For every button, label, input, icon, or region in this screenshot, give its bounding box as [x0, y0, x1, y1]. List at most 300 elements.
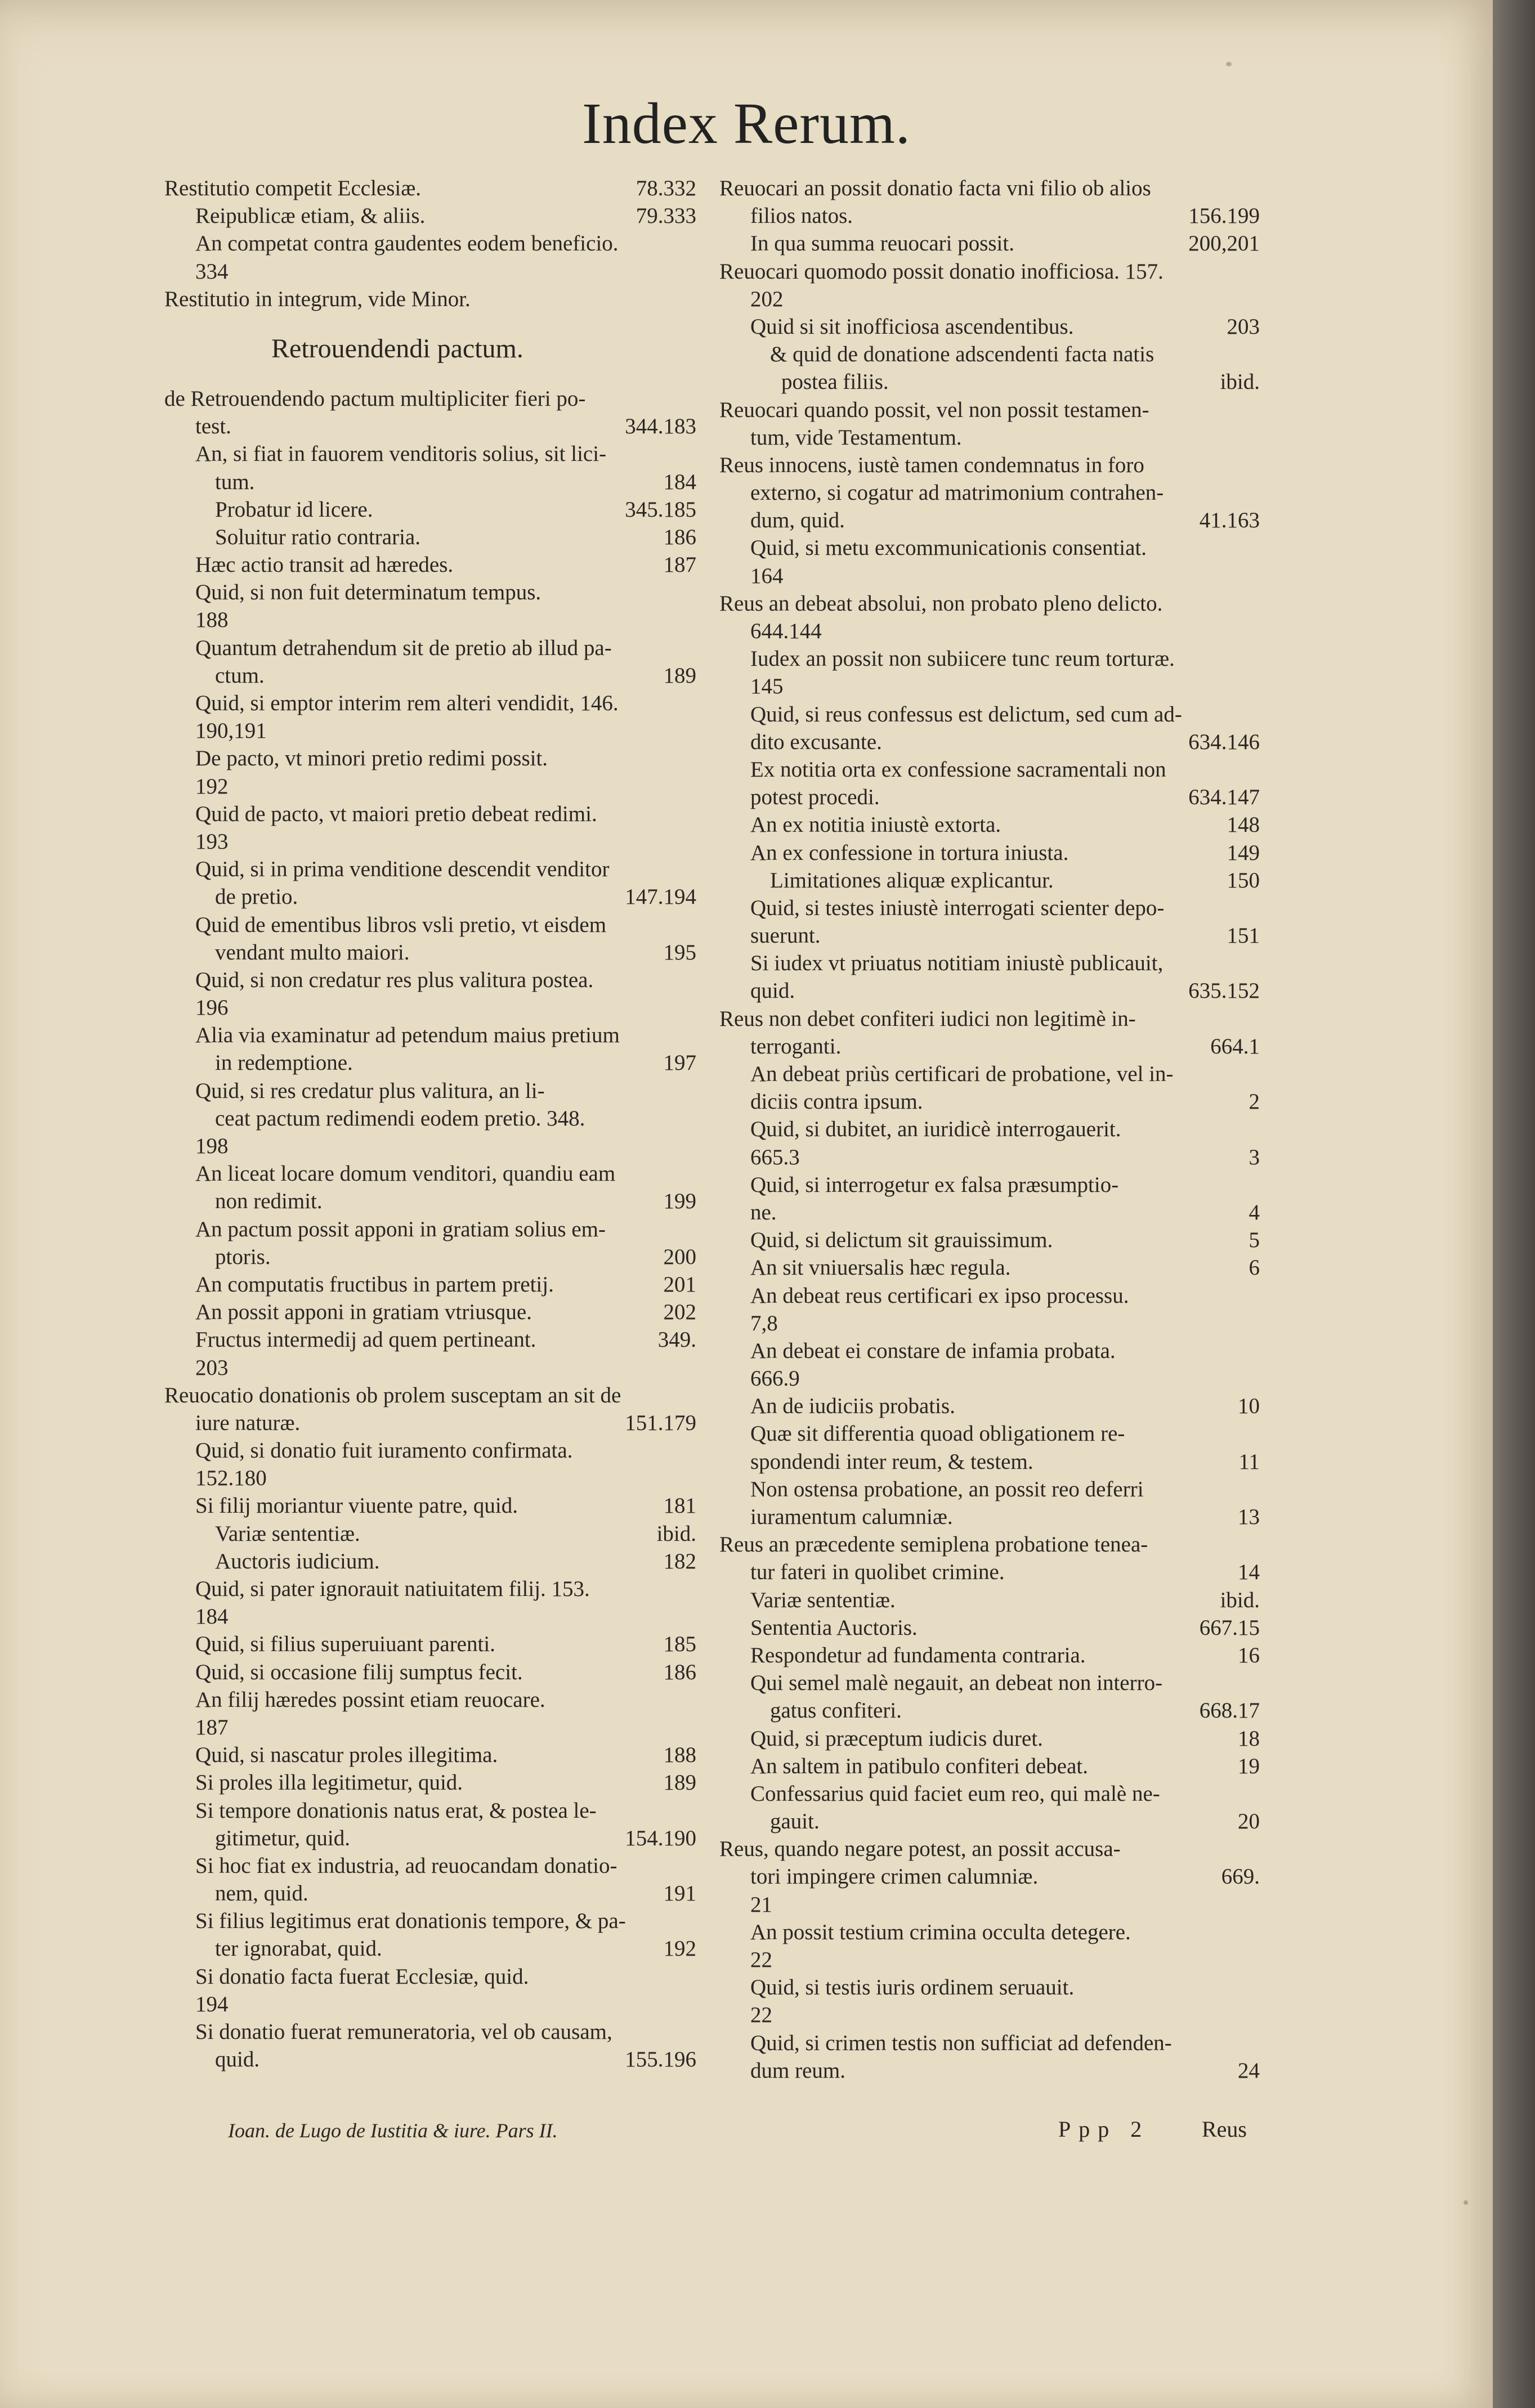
entry-text: An competat contra gaudentes eodem beneficio. — [195, 231, 619, 256]
index-entry — [164, 1990, 696, 2018]
index-entry — [164, 230, 696, 257]
entry-text: 334 — [195, 259, 229, 284]
entry-text: Hæc actio transit ad hæredes. — [195, 553, 454, 577]
entry-text: 188 — [195, 608, 229, 633]
index-entry — [164, 468, 696, 496]
index-entry — [719, 1310, 1260, 1337]
index-entry — [164, 1132, 696, 1160]
index-column-right — [719, 174, 1260, 2084]
index-entry — [164, 1963, 696, 1990]
entry-text: 7,8 — [750, 1311, 778, 1335]
paper-speck — [1464, 2200, 1468, 2205]
index-entry — [164, 496, 696, 523]
entry-text: Quid, si non credatur res plus valitura postea. — [195, 967, 594, 992]
entry-reference: 20 — [1238, 1809, 1260, 1834]
entry-reference: 4 — [1248, 1200, 1260, 1225]
entry-reference: ibid. — [1220, 1588, 1260, 1612]
entry-text: Quid, si nascatur proles illegitima. — [195, 1743, 498, 1768]
entry-text: Quid de ementibus libros vsli pretio, vt eisdem — [195, 912, 607, 937]
index-entry — [719, 174, 1260, 202]
entry-text: Quid, si interrogetur ex falsa præsumptio- — [750, 1172, 1119, 1197]
entry-text: 184 — [195, 1604, 229, 1629]
entry-text: Quid si sit inofficiosa ascendentibus. — [750, 314, 1074, 339]
index-entry — [719, 590, 1260, 617]
entry-text: Auctoris iudicium. — [215, 1549, 380, 1573]
index-column-left — [164, 174, 696, 2073]
entry-text: Si donatio fuerat remuneratoria, vel ob causam, — [195, 2020, 612, 2044]
index-entry — [719, 285, 1260, 313]
entry-text: An computatis fructibus in partem pretij. — [195, 1272, 554, 1297]
entry-text: De pacto, vt minori pretio redimi possit. — [195, 746, 548, 771]
index-entry — [719, 479, 1260, 506]
index-entry — [164, 440, 696, 468]
index-entry — [719, 1725, 1260, 1752]
entry-text: vendant multo maiori. — [215, 940, 410, 965]
index-entry — [719, 728, 1260, 756]
index-entry — [164, 258, 696, 285]
entry-text: ne. — [750, 1200, 777, 1225]
index-entry — [719, 894, 1260, 922]
index-entry — [164, 689, 696, 717]
entry-text: non redimit. — [215, 1189, 323, 1214]
entry-text: An filij hæredes possint etiam reuocare. — [195, 1687, 545, 1712]
entry-text: Qui semel malè negauit, an debeat non interro- — [750, 1671, 1163, 1696]
index-entry — [719, 1614, 1260, 1642]
index-entry — [719, 1503, 1260, 1531]
index-entry — [164, 800, 696, 828]
catchword: Reus — [1202, 2116, 1247, 2142]
index-entry — [164, 551, 696, 579]
index-entry — [719, 202, 1260, 230]
index-entry — [164, 634, 696, 662]
index-entry — [719, 396, 1260, 424]
entry-text: An pactum possit apponi in gratiam solius em- — [195, 1217, 606, 1241]
entry-text: Probatur id licere. — [215, 497, 373, 522]
entry-text: 22 — [750, 2003, 772, 2028]
entry-text: An debeat ei constare de infamia probata. — [750, 1338, 1116, 1363]
page-title: Index Rerum. — [582, 91, 911, 156]
entry-text: de Retrouendendo pactum multipliciter fieri po- — [164, 386, 586, 411]
index-entry — [719, 1642, 1260, 1669]
entry-text: 665.3 — [750, 1145, 800, 1169]
index-entry — [164, 1935, 696, 1962]
entry-text: ptoris. — [215, 1244, 271, 1269]
entry-text: Restitutio in integrum, vide Minor. — [164, 286, 471, 311]
entry-text: diciis contra ipsum. — [750, 1089, 923, 1114]
entry-text: Reus, quando negare potest, an possit accusa- — [719, 1837, 1121, 1862]
index-entry — [719, 1863, 1260, 1890]
index-entry — [719, 2001, 1260, 2029]
entry-reference: 10 — [1238, 1394, 1260, 1419]
entry-reference: 13 — [1238, 1505, 1260, 1529]
entry-reference: 150 — [1227, 868, 1260, 893]
entry-reference: 635.152 — [1188, 979, 1260, 1003]
entry-reference: 149 — [1227, 840, 1260, 865]
index-entry — [719, 340, 1260, 368]
index-entry — [164, 855, 696, 883]
index-entry — [719, 1420, 1260, 1447]
entry-text: An de iudiciis probatis. — [750, 1394, 955, 1419]
entry-text: An saltem in patibulo confiteri debeat. — [750, 1754, 1088, 1778]
entry-text: Reuocari quando possit, vel non possit testamen- — [719, 397, 1149, 422]
entry-text: Sententia Auctoris. — [750, 1615, 918, 1640]
entry-text: dum reum. — [750, 2058, 845, 2083]
entry-text: tum, vide Testamentum. — [750, 425, 962, 450]
entry-reference: 634.146 — [1188, 729, 1260, 754]
entry-text: ctum. — [215, 663, 265, 688]
entry-text: Confessarius quid faciet eum reo, qui malè ne- — [750, 1781, 1160, 1806]
entry-text: 194 — [195, 1992, 229, 2016]
entry-reference: 192 — [663, 1936, 696, 1961]
index-entry — [164, 1797, 696, 1824]
index-entry — [164, 1021, 696, 1049]
entry-text: Reuocari quomodo possit donatio inofficiosa. 157. — [719, 259, 1163, 284]
entry-text: In qua summa reuocari possit. — [750, 231, 1014, 256]
entry-text: Reus non debet confiteri iudici non legitimè in- — [719, 1006, 1136, 1031]
index-entry — [164, 606, 696, 634]
entry-text: Quid, si res credatur plus valitura, an li- — [195, 1078, 545, 1103]
entry-text: potest procedi. — [750, 785, 880, 810]
index-entry — [719, 1005, 1260, 1033]
entry-text: 192 — [195, 774, 229, 799]
entry-text: terroganti. — [750, 1034, 842, 1059]
entry-reference: 187 — [663, 553, 696, 577]
entry-text: An liceat locare domum venditori, quandiu eam — [195, 1162, 616, 1186]
index-entry — [719, 230, 1260, 257]
entry-text: 164 — [750, 563, 784, 588]
entry-reference: 203 — [1227, 314, 1260, 339]
index-entry — [164, 313, 696, 385]
entry-text: Quid, si reus confessus est delictum, sed cum ad- — [750, 702, 1182, 727]
index-entry — [719, 867, 1260, 894]
entry-text: Quid, si non fuit determinatum tempus. — [195, 580, 541, 605]
entry-text: 190,191 — [195, 719, 267, 743]
index-entry — [164, 1880, 696, 1907]
entry-text: iuramentum calumniæ. — [750, 1505, 953, 1529]
entry-reference: 202 — [663, 1300, 696, 1325]
index-entry — [164, 1216, 696, 1243]
index-entry — [164, 1409, 696, 1437]
entry-text: gauit. — [770, 1809, 820, 1834]
entry-reference: 200 — [663, 1244, 696, 1269]
entry-text: 203 — [195, 1355, 229, 1380]
index-entry — [719, 368, 1260, 396]
entry-reference: 344.183 — [625, 414, 696, 439]
entry-text: An ex notitia iniustè extorta. — [750, 813, 1001, 837]
entry-text: 21 — [750, 1892, 772, 1917]
entry-text: Quid, si præceptum iudicis duret. — [750, 1726, 1043, 1751]
entry-text: An, si fiat in fauorem venditoris solius, sit lici- — [195, 442, 607, 467]
index-entry — [719, 1558, 1260, 1586]
entry-text: 666.9 — [750, 1366, 800, 1391]
entry-reference: 182 — [663, 1549, 696, 1573]
index-entry — [164, 1382, 696, 1409]
entry-reference: 634.147 — [1188, 785, 1260, 810]
index-entry — [164, 385, 696, 412]
entry-text: 145 — [750, 674, 784, 699]
entry-reference: 155.196 — [625, 2047, 696, 2072]
entry-text: tori impingere crimen calumniæ. — [750, 1864, 1039, 1889]
entry-text: Si hoc fiat ex industria, ad reuocandam donatio- — [195, 1853, 617, 1878]
index-entry — [719, 2057, 1260, 2084]
index-entry — [164, 1437, 696, 1464]
entry-text: iure naturæ. — [195, 1410, 301, 1435]
entry-text: An ex confessione in tortura iniusta. — [750, 840, 1069, 865]
entry-text: An possit apponi in gratiam vtriusque. — [195, 1300, 532, 1325]
index-entry — [164, 883, 696, 911]
entry-text: Quid, si occasione filij sumptus fecit. — [195, 1660, 523, 1684]
entry-text: Reus an debeat absolui, non probato pleno delicto. — [719, 591, 1163, 616]
index-entry — [164, 939, 696, 966]
entry-text: Iudex an possit non subiicere tunc reum torturæ. — [750, 647, 1175, 671]
index-entry — [164, 174, 696, 202]
index-entry — [164, 1714, 696, 1741]
entry-reference: 151 — [1227, 923, 1260, 948]
index-entry — [719, 1171, 1260, 1199]
entry-text: 196 — [195, 996, 229, 1020]
index-entry — [164, 1187, 696, 1215]
index-entry — [164, 1520, 696, 1548]
index-entry — [719, 949, 1260, 977]
entry-text: Reus innocens, iustè tamen condemnatus in foro — [719, 452, 1144, 477]
index-entry — [719, 1891, 1260, 1918]
index-entry — [719, 1365, 1260, 1392]
index-entry — [164, 2046, 696, 2073]
entry-text: gitimetur, quid. — [215, 1826, 350, 1850]
entry-text: An possit testium crimina occulta detegere. — [750, 1920, 1131, 1944]
entry-text: Soluitur ratio contraria. — [215, 524, 420, 549]
index-entry — [719, 977, 1260, 1005]
entry-text: Quid, si dubitet, an iuridicè interrogauerit. — [750, 1117, 1121, 1142]
entry-reference: 181 — [663, 1494, 696, 1518]
entry-reference: 189 — [663, 663, 696, 688]
index-entry — [719, 1808, 1260, 1835]
entry-text: ter ignorabat, quid. — [215, 1936, 382, 1961]
index-entry — [164, 1049, 696, 1077]
index-entry — [719, 1199, 1260, 1226]
entry-text: An debeat priùs certificari de probatione, vel in- — [750, 1062, 1174, 1086]
entry-reference: ibid. — [1220, 370, 1260, 394]
index-entry — [164, 773, 696, 800]
index-entry — [164, 1243, 696, 1271]
index-entry — [164, 1907, 696, 1935]
index-entry — [719, 1476, 1260, 1503]
entry-reference: 18 — [1238, 1726, 1260, 1751]
index-entry — [164, 1354, 696, 1382]
entry-reference: 19 — [1238, 1754, 1260, 1778]
paper-speck — [1226, 62, 1232, 66]
index-entry — [719, 1669, 1260, 1697]
index-entry — [164, 1464, 696, 1492]
entry-reference: 186 — [663, 524, 696, 549]
index-entry — [719, 1780, 1260, 1808]
entry-text: Quid, si delictum sit grauissimum. — [750, 1228, 1053, 1253]
index-entry — [719, 1974, 1260, 2001]
entry-text: spondendi inter reum, & testem. — [750, 1449, 1033, 1474]
index-entry — [719, 1752, 1260, 1780]
entry-reference: 201 — [663, 1272, 696, 1297]
index-entry — [719, 672, 1260, 700]
index-entry — [719, 1531, 1260, 1558]
index-entry — [719, 424, 1260, 451]
entry-text: Quantum detrahendum sit de pretio ab illud pa- — [195, 635, 612, 660]
index-entry — [719, 313, 1260, 340]
entry-reference: 147.194 — [625, 885, 696, 909]
index-entry — [164, 2018, 696, 2046]
entry-text: filios natos. — [750, 204, 853, 228]
index-entry — [719, 645, 1260, 672]
index-entry — [719, 783, 1260, 811]
index-entry — [164, 1077, 696, 1105]
index-entry — [164, 202, 696, 230]
entry-text: 187 — [195, 1715, 229, 1739]
entry-text: Quid, si donatio fuit iuramento confirmata. — [195, 1438, 573, 1463]
index-entry — [164, 911, 696, 939]
entry-text: nem, quid. — [215, 1881, 308, 1906]
index-entry — [164, 412, 696, 440]
index-entry — [164, 1741, 696, 1769]
index-entry — [164, 1824, 696, 1852]
entry-reference: 668.17 — [1199, 1698, 1260, 1723]
index-entry — [719, 1835, 1260, 1863]
entry-reference: 78.332 — [636, 176, 696, 200]
index-entry — [719, 1392, 1260, 1420]
entry-reference: 24 — [1238, 2058, 1260, 2083]
entry-reference: 3 — [1248, 1145, 1260, 1169]
entry-text: dito excusante. — [750, 729, 882, 754]
index-entry — [164, 828, 696, 855]
entry-reference: 16 — [1238, 1643, 1260, 1667]
entry-text: Quid, si crimen testis non sufficiat ad defenden- — [750, 2030, 1172, 2055]
index-entry — [719, 617, 1260, 645]
index-entry — [719, 506, 1260, 534]
index-entry — [719, 811, 1260, 838]
footer-author-line: Ioan. de Lugo de Iustitia & iure. Pars II. — [228, 2119, 558, 2142]
index-entry — [719, 1226, 1260, 1254]
entry-text: Quid, si filius superuiuant parenti. — [195, 1632, 495, 1657]
entry-text: quid. — [750, 979, 795, 1003]
index-entry — [719, 1282, 1260, 1310]
entry-text: Respondetur ad fundamenta contraria. — [750, 1643, 1086, 1667]
entry-text: Reuocari an possit donatio facta vni filio ob alios — [719, 176, 1151, 200]
index-entry — [164, 1603, 696, 1630]
entry-reference: 154.190 — [625, 1826, 696, 1850]
index-entry — [164, 1630, 696, 1658]
entry-reference: 2 — [1248, 1089, 1260, 1114]
entry-text: Si tempore donationis natus erat, & postea le- — [195, 1798, 597, 1823]
index-entry — [164, 1271, 696, 1298]
index-entry — [719, 1586, 1260, 1614]
index-entry — [719, 1337, 1260, 1365]
entry-text: Quid, si testes iniustè interrogati scienter depo- — [750, 895, 1165, 920]
entry-reference: 667.15 — [1199, 1615, 1260, 1640]
index-entry — [164, 1160, 696, 1187]
index-entry — [164, 1548, 696, 1575]
entry-text: Si proles illa legitimetur, quid. — [195, 1770, 463, 1795]
index-entry — [719, 1448, 1260, 1476]
index-entry — [719, 562, 1260, 590]
entry-text: Si donatio facta fuerat Ecclesiæ, quid. — [195, 1964, 529, 1989]
index-entry — [164, 1852, 696, 1880]
entry-text: Quid, si testis iuris ordinem seruauit. — [750, 1975, 1075, 2000]
index-entry — [164, 966, 696, 994]
index-entry — [164, 1105, 696, 1132]
index-entry — [719, 1918, 1260, 1946]
index-entry — [719, 1946, 1260, 1974]
entry-reference: 6 — [1248, 1255, 1260, 1280]
entry-text: ceat pactum redimendi eodem pretio. 348. — [215, 1106, 585, 1131]
entry-reference: 189 — [663, 1770, 696, 1795]
entry-reference: 14 — [1238, 1560, 1260, 1585]
entry-text: 644.144 — [750, 619, 822, 643]
entry-text: gatus confiteri. — [770, 1698, 902, 1723]
entry-reference: ibid. — [656, 1521, 696, 1546]
index-entry — [719, 258, 1260, 285]
entry-text: & quid de donatione adscendenti facta natis — [770, 342, 1154, 367]
index-entry — [719, 701, 1260, 728]
entry-text: dum, quid. — [750, 508, 845, 533]
index-entry — [164, 1326, 696, 1353]
entry-reference: 200,201 — [1188, 231, 1260, 256]
entry-text: Variæ sententiæ. — [215, 1521, 360, 1546]
entry-text: postea filiis. — [781, 370, 889, 394]
index-entry — [719, 1144, 1260, 1171]
index-entry — [164, 1658, 696, 1686]
entry-text: quid. — [215, 2047, 260, 2072]
index-entry — [164, 579, 696, 606]
index-entry — [164, 1492, 696, 1519]
entry-text: Quæ sit differentia quoad obligationem re- — [750, 1422, 1125, 1446]
index-entry — [164, 745, 696, 772]
entry-reference: 195 — [663, 940, 696, 965]
index-entry — [164, 717, 696, 745]
entry-text: Quid, si in prima venditione descendit venditor — [195, 857, 610, 882]
index-entry — [719, 1115, 1260, 1143]
entry-reference: 186 — [663, 1660, 696, 1684]
index-entry — [164, 1575, 696, 1603]
entry-reference: 151.179 — [625, 1410, 696, 1435]
entry-text: Si iudex vt priuatus notitiam iniustè publicauit, — [750, 951, 1163, 976]
index-entry — [719, 922, 1260, 949]
entry-text: test. — [195, 414, 231, 439]
entry-reference: 349. — [657, 1328, 696, 1352]
index-entry — [719, 1033, 1260, 1060]
index-entry — [164, 1298, 696, 1326]
index-entry — [719, 1060, 1260, 1088]
entry-reference: 148 — [1227, 813, 1260, 837]
index-entry — [164, 662, 696, 689]
entry-text: Fructus intermedij ad quem pertineant. — [195, 1328, 536, 1352]
index-entry — [719, 1254, 1260, 1281]
index-entry — [719, 839, 1260, 867]
entry-text: An sit vniuersalis hæc regula. — [750, 1255, 1011, 1280]
entry-text: Reus an præcedente semiplena probatione tenea- — [719, 1532, 1148, 1557]
entry-reference: 41.163 — [1199, 508, 1260, 533]
entry-text: Si filius legitimus erat donationis tempore, & pa- — [195, 1909, 626, 1934]
entry-reference: 345.185 — [625, 497, 696, 522]
signature-mark: Ppp 2 — [1058, 2116, 1150, 2142]
entry-text: Retrouendendi pactum. — [271, 333, 523, 364]
entry-text: suerunt. — [750, 923, 821, 948]
entry-text: 193 — [195, 829, 229, 854]
entry-reference: 11 — [1238, 1449, 1260, 1474]
entry-text: de pretio. — [215, 885, 298, 909]
entry-text: externo, si cogatur ad matrimonium contrahen- — [750, 481, 1164, 505]
index-entry — [719, 451, 1260, 479]
entry-text: Si filij moriantur viuente patre, quid. — [195, 1494, 518, 1518]
entry-text: Quid de pacto, vt maiori pretio debeat redimi. — [195, 801, 597, 826]
entry-reference: 184 — [663, 469, 696, 494]
